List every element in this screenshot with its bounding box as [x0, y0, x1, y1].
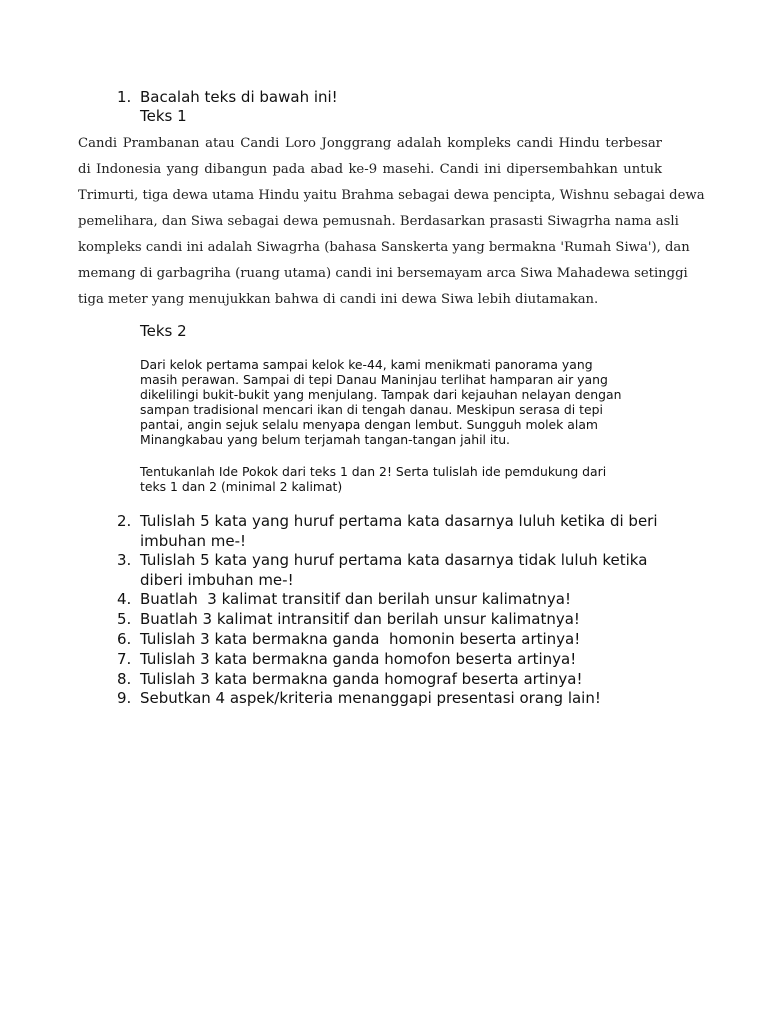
instruction-line: Tentukanlah Ide Pokok dari teks 1 dan 2! Serta tulislah ide pemdukung dari — [140, 464, 607, 479]
question-number: 1. — [117, 88, 132, 106]
teks-2-paragraph — [140, 357, 680, 447]
instruction-paragraph — [140, 464, 680, 494]
question-text-line: imbuhan me-! — [140, 532, 247, 550]
teks-1-line: pemelihara, dan Siwa sebagai dewa pemusnah. Berdasarkan prasasti Siwagrha nama asli — [78, 214, 679, 229]
question-text: Buatlah 3 kalimat intransitif dan berilah unsur kalimatnya! — [140, 610, 580, 628]
question-text: Tulislah 3 kata bermakna ganda homofon beserta artinya! — [140, 650, 577, 668]
question-text-line: diberi imbuhan me-! — [140, 571, 294, 589]
question-number: 9. — [117, 689, 132, 707]
teks-2-label: Teks 2 — [140, 322, 187, 340]
teks-2-line: Minangkabau yang belum terjamah tangan-tangan jahil itu. — [140, 432, 510, 447]
teks-1-line: memang di garbagriha (ruang utama) candi ini bersemayam arca Siwa Mahadewa setinggi — [78, 266, 688, 281]
question-text: Bacalah teks di bawah ini! — [140, 88, 338, 106]
teks-1-line: di Indonesia yang dibangun pada abad ke-9 masehi. Candi ini dipersembahkan untuk — [78, 162, 662, 177]
question-number: 8. — [117, 670, 132, 688]
question-text-line: Tulislah 5 kata yang huruf pertama kata dasarnya luluh ketika di beri — [140, 512, 658, 530]
teks-2-line: Dari kelok pertama sampai kelok ke-44, kami menikmati panorama yang — [140, 357, 593, 372]
teks-1-line: Candi Prambanan atau Candi Loro Jonggrang adalah kompleks candi Hindu terbesar — [78, 136, 662, 151]
question-text: Tulislah 3 kata bermakna ganda homonin beserta artinya! — [140, 630, 581, 648]
teks-2-line: pantai, angin sejuk selalu menyapa dengan lembut. Sungguh molek alam — [140, 417, 598, 432]
question-number: 5. — [117, 610, 132, 628]
teks-1-line: kompleks candi ini adalah Siwagrha (bahasa Sanskerta yang bermakna 'Rumah Siwa'), dan — [78, 240, 690, 255]
question-number: 3. — [117, 551, 132, 569]
teks-2-line: sampan tradisional mencari ikan di tengah danau. Meskipun serasa di tepi — [140, 402, 603, 417]
question-number: 4. — [117, 590, 132, 608]
teks-1-label: Teks 1 — [140, 107, 187, 125]
teks-1-paragraph — [78, 131, 705, 313]
question-number: 6. — [117, 630, 132, 648]
question-text: Buatlah 3 kalimat transitif dan berilah unsur kalimatnya! — [140, 590, 572, 608]
question-text: Sebutkan 4 aspek/kriteria menanggapi presentasi orang lain! — [140, 689, 601, 707]
question-text — [140, 550, 647, 590]
teks-2-line: masih perawan. Sampai di tepi Danau Maninjau terlihat hamparan air yang — [140, 372, 608, 387]
question-text-line: Tulislah 5 kata yang huruf pertama kata dasarnya tidak luluh ketika — [140, 551, 648, 569]
teks-2-line: dikelilingi bukit-bukit yang menjulang. Tampak dari kejauhan nelayan dengan — [140, 387, 622, 402]
question-text — [140, 511, 658, 551]
question-text: Tulislah 3 kata bermakna ganda homograf beserta artinya! — [140, 670, 583, 688]
instruction-line: teks 1 dan 2 (minimal 2 kalimat) — [140, 479, 343, 494]
question-number: 2. — [117, 512, 132, 530]
teks-1-line: tiga meter yang menujukkan bahwa di candi ini dewa Siwa lebih diutamakan. — [78, 292, 599, 307]
question-number: 7. — [117, 650, 132, 668]
teks-1-line: Trimurti, tiga dewa utama Hindu yaitu Brahma sebagai dewa pencipta, Wishnu sebagai dewa — [78, 188, 705, 203]
